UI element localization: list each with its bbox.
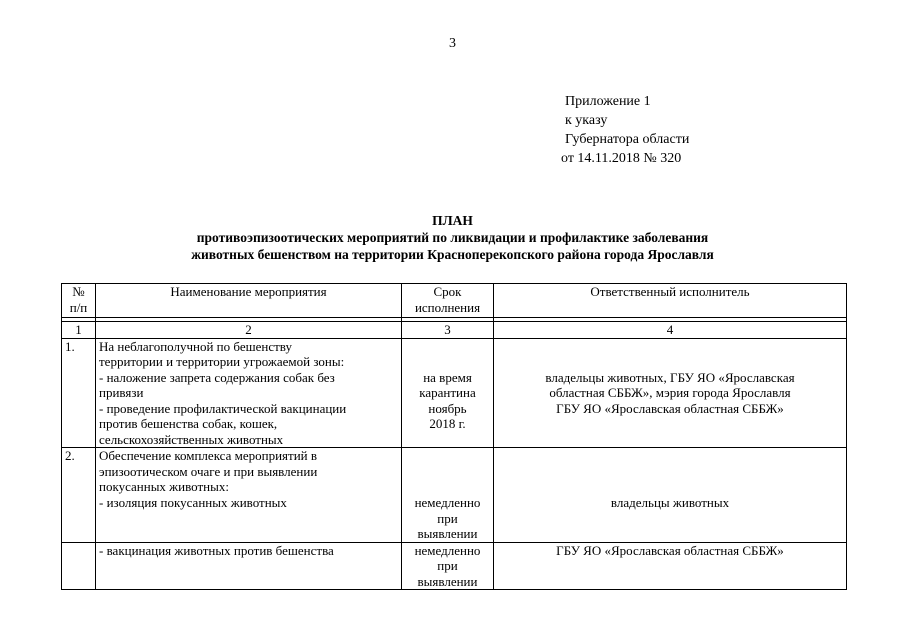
row-responsible-line: ГБУ ЯО «Ярославская областная СББЖ» <box>556 542 784 558</box>
table-header-row <box>62 284 847 318</box>
row-name-line: территории и территории угрожаемой зоны: <box>99 354 345 369</box>
row-responsible-line: владельцы животных, ГБУ ЯО «Ярославская <box>545 369 795 385</box>
row-name <box>96 338 402 448</box>
appendix-line: от 14.11.2018 № 320 <box>561 151 682 166</box>
row-term-line: выявлении <box>417 526 478 541</box>
row-name-line: привязи <box>99 385 144 400</box>
table-row <box>62 542 847 590</box>
table-row <box>62 448 847 543</box>
row-name-line: сельскохозяйственных животных <box>99 431 284 447</box>
row-name-line: покусанных животных: <box>99 479 229 494</box>
row-term-line: при <box>437 510 458 526</box>
row-term-line: на время <box>423 369 472 385</box>
row-term-line: ноябрь <box>428 400 467 416</box>
row-name-line: - вакцинация животных против бешенства <box>99 542 334 558</box>
row-responsible <box>494 542 847 590</box>
row-responsible-line: ГБУ ЯО «Ярославская областная СББЖ» <box>556 400 784 416</box>
row-num <box>62 542 96 590</box>
row-name-line: - проведение профилактической вакцинации <box>99 400 347 416</box>
column-number: 3 <box>402 322 494 339</box>
column-number: 2 <box>96 322 402 339</box>
row-term <box>402 542 494 590</box>
document-subtitle-line: животных бешенством на территории Красноперекопского района города Ярославля <box>191 247 714 262</box>
appendix-block <box>561 92 690 168</box>
row-name-line: - изоляция покусанных животных <box>99 494 287 510</box>
row-name-line: - наложение запрета содержания собак без <box>99 369 335 385</box>
row-term <box>402 338 494 448</box>
header-num <box>62 284 96 318</box>
row-term-line: 2018 г. <box>429 416 466 431</box>
row-responsible-line: владельцы животных <box>610 495 730 510</box>
appendix-line: Приложение 1 <box>565 94 651 109</box>
row-responsible-line: областная СББЖ», мэрия города Ярославля <box>549 385 791 400</box>
appendix-line: к указу <box>565 113 608 128</box>
plan-table <box>61 283 847 590</box>
row-name-line: На неблагополучной по бешенству <box>99 338 292 354</box>
row-term-line: выявлении <box>417 573 478 589</box>
header-num-line: п/п <box>69 299 88 315</box>
appendix-line: Губернатора области <box>565 132 690 147</box>
row-term-line: при <box>437 558 458 573</box>
row-term-line: немедленно <box>414 542 481 558</box>
row-name-line: Обеспечение комплекса мероприятий в <box>99 448 318 463</box>
header-term-line: Срок <box>433 284 462 299</box>
table-row <box>62 338 847 448</box>
column-number: 4 <box>494 322 847 339</box>
row-term-line: немедленно <box>414 495 481 510</box>
row-responsible <box>494 338 847 448</box>
header-term-line: исполнения <box>414 299 481 315</box>
header-term <box>402 284 494 318</box>
document-title: ПЛАН <box>432 213 473 228</box>
row-num: 2. <box>62 448 96 543</box>
row-name-line: эпизоотическом очаге и при выявлении <box>99 463 318 479</box>
row-responsible <box>494 448 847 543</box>
row-term <box>402 448 494 543</box>
row-name-line: против бешенства собак, кошек, <box>99 416 278 431</box>
header-responsible: Ответственный исполнитель <box>494 284 847 318</box>
page-number: 3 <box>449 36 456 51</box>
header-name: Наименование мероприятия <box>96 284 402 318</box>
header-num-line: № <box>72 284 85 299</box>
row-num: 1. <box>62 338 96 448</box>
row-term-line: карантина <box>419 385 476 400</box>
column-number-row <box>62 322 847 339</box>
row-name <box>96 542 402 590</box>
row-name <box>96 448 402 543</box>
column-number: 1 <box>62 322 96 339</box>
document-title-block <box>0 212 905 263</box>
document-subtitle-line: противоэпизоотических мероприятий по ликвидации и профилактике заболевания <box>196 230 709 245</box>
